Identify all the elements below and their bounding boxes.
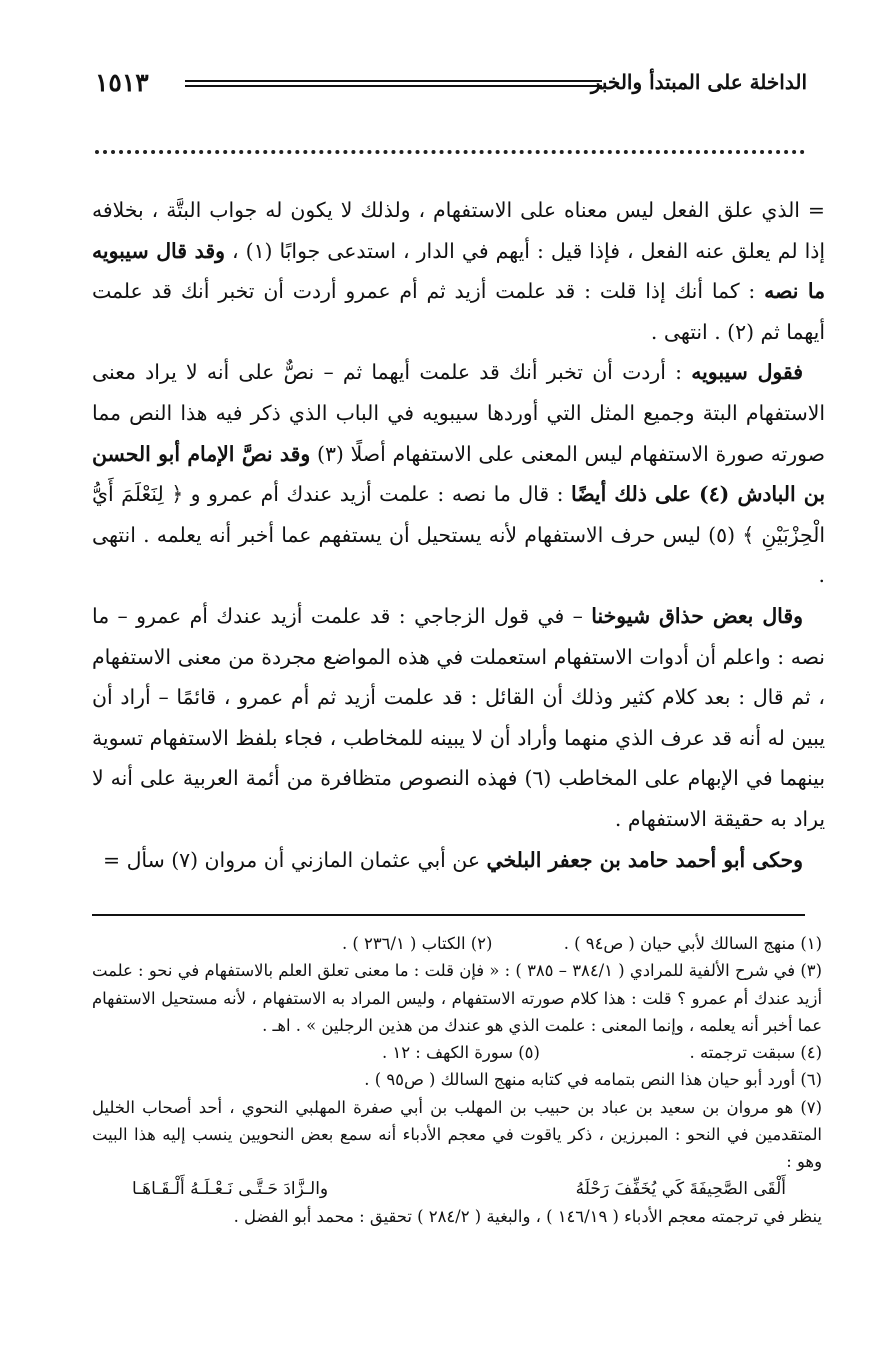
- verse-first-hemistich: أَلْقَى الصَّحِيفَةَ كَي يُخَفِّفَ رَحْلَهُ: [575, 1178, 786, 1199]
- footnote-4: (٤) سبقت ترجمته .: [689, 1043, 822, 1063]
- footnote-reference: ينظر في ترجمته معجم الأدباء ( ١٤٦/١٩ ) ، والبغية ( ٢٨٤/٢ ) تحقيق : محمد أبو الفضل .: [233, 1206, 822, 1226]
- paragraph-text: = الذي علق الفعل ليس معناه على الاستفهام ، ولذلك لا يكون له جواب البتَّة ، بخلافه إذا لم يعلق عنه الفعل ، فإذا قيل : أيهم في الدار ، استدعى جوابًا (١) ،: [92, 198, 825, 263]
- main-text: [92, 190, 825, 908]
- paragraph-4: [92, 840, 825, 881]
- paragraph-text: : أردت أن تخبر أنك قد علمت أيهما ثم – نصٌّ على أنه لا يراد معنى الاستفهام البتة وجميع المثل التي أوردها سيبويه في الباب الذي ذكر فيه هذا النص مما صورته صورة الاستفهام ليس المعنى على الاستفهام أصلًا (٣): [92, 360, 825, 466]
- page-header: [95, 68, 807, 104]
- footnote-separator: [92, 914, 805, 916]
- bold-phrase: وقال بعض حذاق شيوخنا: [591, 603, 803, 628]
- paragraph-3: [92, 596, 825, 840]
- page-number: ١٥١٣: [95, 68, 149, 97]
- footnote-row: [92, 930, 822, 957]
- paragraph-text: : كما أنك إذا قلت : قد علمت أزيد ثم أم عمرو أردت أن تخبر أنك قد علمت أيهما ثم (٢) . انتهى .: [92, 279, 825, 344]
- footnote-7: (٧) هو مروان بن سعيد بن عباد بن حبيب بن المهلب بن أبي صفرة المهلبي النحوي ، أحد أصحاب الخليل المتقدمين في النحو : المبرزين ، ذكر ياقوت في معجم الأدباء أنه سمع بعض النحويين ينسب إليه هذا البيت وهو :: [92, 1097, 822, 1172]
- poetry-verse: [92, 1176, 822, 1203]
- bold-phrase: وقد نصَّ الإمام أبو الحسن بن البادش (٤) على ذلك أيضًا: [92, 441, 825, 507]
- footnotes: [92, 930, 822, 1320]
- footnote-1: (١) منهج السالك لأبي حيان ( ص٩٤ ) .: [563, 934, 822, 953]
- footnote-row: [92, 1039, 822, 1066]
- footnote-3: (٣) في شرح الألفية للمرادي ( ٣٨٤/١ – ٣٨٥ ) : « فإن قلت : ما معنى تعلق العلم بالاستفهام في نحو : علمت أزيد عندك أم عمرو ؟ قلت : هذا كلام صورته الاستفهام ، وليس المراد به الاستفهام ، لأنه مستحيل الاستفهام عما أخبر أنه يعلمه ، وإنما المعنى : علمت الذي هو عندك من هذين الرجلين » . اهـ .: [92, 961, 822, 1035]
- header-rule: [185, 80, 602, 87]
- footnote-6: (٦) أورد أبو حيان هذا النص بتمامه في كتابه منهج السالك ( ص٩٥ ) .: [364, 1070, 822, 1090]
- footnote-2: (٢) الكتاب ( ٢٣٦/١ ) .: [342, 934, 493, 953]
- bold-phrase: فقول سيبويه: [691, 360, 803, 385]
- footnote-5: (٥) سورة الكهف : ١٢ .: [382, 1043, 540, 1063]
- paragraph-text: : قال ما نصه : علمت أزيد عندك أم عمرو و ﴿ لِنَعْلَمَ أَيُّ الْحِزْبَيْنِ ﴾ (٥) ليس حرف الاستفهام لأنه يستحيل أن يستفهم عما أخبر أنه يعلمه . انتهى .: [92, 482, 825, 588]
- bold-phrase: وقد قال سيبويه ما نصه: [92, 238, 825, 304]
- paragraph-1: [92, 190, 825, 352]
- bold-phrase: وحكى أبو أحمد حامد بن جعفر البلخي: [486, 847, 803, 872]
- paragraph-text: عن أبي عثمان المازني أن مروان (٧) سأل =: [103, 847, 487, 872]
- paragraph-text: – في قول الزجاجي : قد علمت أزيد عندك أم عمرو – ما نصه : واعلم أن أدوات الاستفهام استعملت في هذه المواضع مجردة من معنى الاستفهام ، ثم قال : بعد كلام كثير وذلك أن القائل : قد علمت أزيد ثم أم عمرو ، قائمًا – أراد أن يبين له أنه قد عرف الذي منهما وأراد أن لا يبينه للمخاطب ، فجاء بلفظ الاستفهام تسوية بينهما في الإبهام على المخاطب (٦) فهذه النصوص متظافرة من أئمة العربية على أنه لا يراد به حقيقة الاستفهام .: [92, 603, 825, 831]
- paragraph-2: [92, 352, 825, 596]
- running-title: الداخلة على المبتدأ والخبر: [590, 70, 807, 94]
- verse-second-hemistich: والـزَّادَ حَـتَّـى نَـعْـلَـهُ أَلْـقَـاهَـا: [132, 1178, 329, 1199]
- dotted-separator: [95, 150, 805, 154]
